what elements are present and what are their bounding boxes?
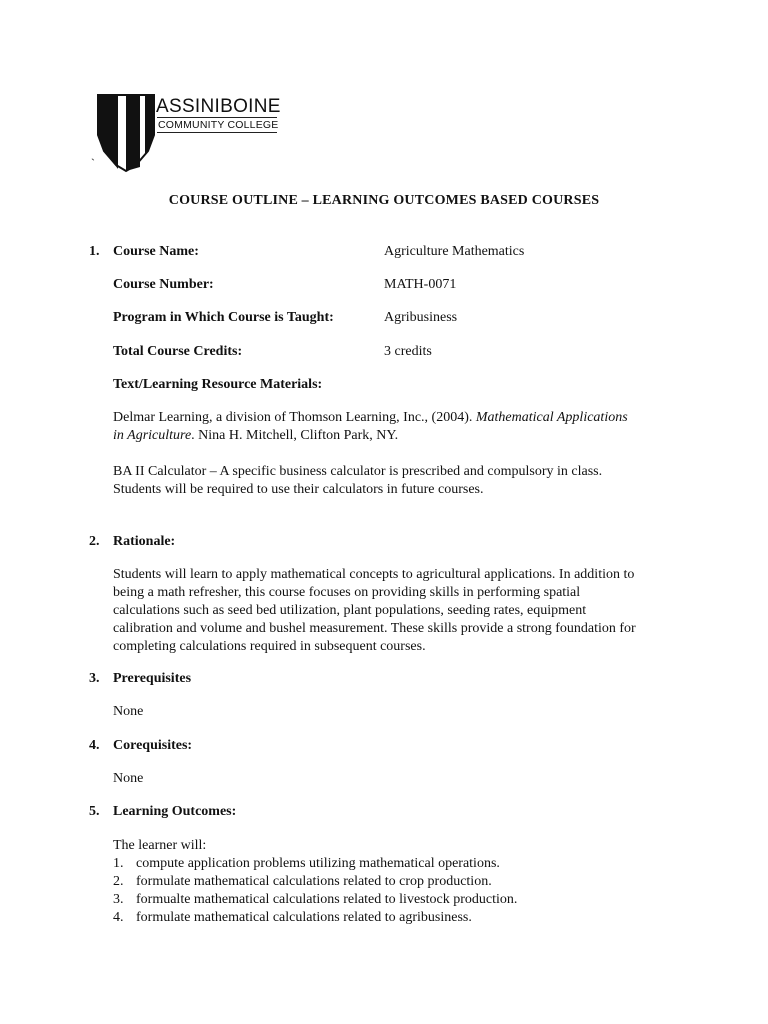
calculator-note-line1: BA II Calculator – A specific business calculator is prescribed and compulsory in class. bbox=[113, 464, 603, 479]
section-3-number: 3. bbox=[89, 671, 100, 686]
list-item bbox=[113, 855, 517, 873]
outcome-number: 3. bbox=[113, 892, 124, 907]
course-name-value: Agriculture Mathematics bbox=[384, 244, 525, 259]
textbook-title-part1: Mathematical Applications bbox=[475, 410, 628, 425]
learning-outcomes-intro: The learner will: bbox=[113, 838, 207, 853]
textbook-reference bbox=[113, 409, 683, 445]
stray-mark: ` bbox=[91, 156, 95, 170]
outcome-number: 2. bbox=[113, 874, 124, 889]
logo-divider-lower bbox=[157, 132, 277, 133]
logo-name-line1: ASSINIBOINE bbox=[156, 96, 281, 117]
list-item bbox=[113, 909, 517, 927]
textbook-reference-line1 bbox=[113, 409, 683, 427]
outcome-text: formulate mathematical calculations related to agribusiness. bbox=[136, 910, 472, 925]
outcome-number: 1. bbox=[113, 856, 124, 871]
program-value: Agribusiness bbox=[384, 310, 458, 325]
calculator-note bbox=[113, 463, 683, 499]
learning-outcomes-label: Learning Outcomes: bbox=[113, 804, 237, 819]
section-4-number: 4. bbox=[89, 738, 100, 753]
rationale-line: completing calculations required in subsequent courses. bbox=[113, 639, 426, 654]
calculator-note-line2: Students will be required to use their calculators in future courses. bbox=[113, 482, 484, 497]
corequisites-label: Corequisites: bbox=[113, 738, 193, 753]
outcome-text: compute application problems utilizing mathematical operations. bbox=[136, 856, 500, 871]
section-1-number: 1. bbox=[89, 244, 100, 259]
document-title: COURSE OUTLINE – LEARNING OUTCOMES BASED COURSES bbox=[168, 193, 600, 208]
textbook-reference-suffix: . Nina H. Mitchell, Clifton Park, NY. bbox=[191, 428, 399, 443]
textbook-reference-line2 bbox=[113, 427, 683, 445]
list-item bbox=[113, 891, 517, 909]
list-item bbox=[113, 873, 517, 891]
rationale-text bbox=[113, 566, 683, 656]
program-label: Program in Which Course is Taught: bbox=[113, 310, 334, 325]
prerequisites-label: Prerequisites bbox=[113, 671, 192, 686]
rationale-label: Rationale: bbox=[113, 534, 176, 549]
rationale-line: being a math refresher, this course focuses on providing skills in performing spatial bbox=[113, 585, 581, 600]
section-2-number: 2. bbox=[89, 534, 100, 549]
outcome-text: formulate mathematical calculations related to crop production. bbox=[136, 874, 492, 889]
outcome-text: formualte mathematical calculations related to livestock production. bbox=[136, 892, 518, 907]
logo-divider bbox=[157, 117, 277, 118]
textbook-title-part2: in Agriculture bbox=[113, 428, 192, 443]
rationale-line: Students will learn to apply mathematical concepts to agricultural applications. In addition to bbox=[113, 567, 635, 582]
prerequisites-value: None bbox=[113, 704, 144, 719]
corequisites-value: None bbox=[113, 771, 144, 786]
textbook-reference-prefix: Delmar Learning, a division of Thomson Learning, Inc., (2004). bbox=[113, 410, 476, 425]
rationale-line: calibration and volume and bushel measurement. These skills provide a strong foundation for bbox=[113, 621, 636, 636]
course-number-label: Course Number: bbox=[113, 277, 214, 292]
outcome-number: 4. bbox=[113, 910, 124, 925]
materials-label: Text/Learning Resource Materials: bbox=[113, 377, 323, 392]
credits-value: 3 credits bbox=[384, 344, 432, 359]
rationale-line: calculations such as seed bed utilization, plant populations, seeding rates, equipment bbox=[113, 603, 587, 618]
course-name-label: Course Name: bbox=[113, 244, 199, 259]
section-5-number: 5. bbox=[89, 804, 100, 819]
logo-name-line2: COMMUNITY COLLEGE bbox=[158, 119, 279, 131]
credits-label: Total Course Credits: bbox=[113, 344, 243, 359]
learning-outcomes-list bbox=[113, 855, 517, 927]
college-crest-icon bbox=[96, 93, 158, 173]
course-number-value: MATH-0071 bbox=[384, 277, 457, 292]
